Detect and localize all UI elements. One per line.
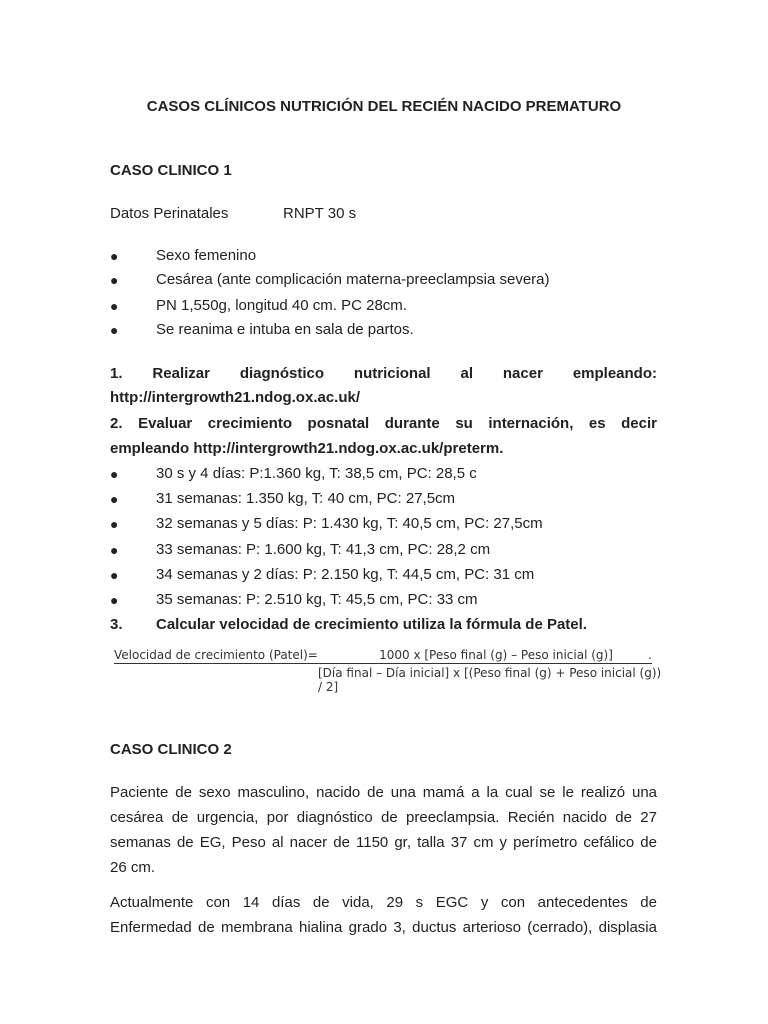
paragraph-line: Paciente de sexo masculino, nacido de una mamá a la cual se le realizó una (110, 784, 657, 801)
item1-number: 1. (110, 365, 123, 382)
bullet-icon: ● (110, 322, 119, 338)
datos-perinatales-value: RNPT 30 s (283, 205, 357, 222)
list-item-text: Cesárea (ante complicación materna-preeclampsia severa) (156, 271, 550, 288)
caso1-heading: CASO CLINICO 1 (110, 162, 232, 179)
item3-number: 3. (110, 616, 123, 633)
list-item-text: 35 semanas: P: 2.510 kg, T: 45,5 cm, PC: 33 cm (156, 591, 478, 608)
intergrowth-link[interactable]: http://intergrowth21.ndog.ox.ac.uk/ (110, 389, 361, 406)
item2-line1 (110, 415, 657, 432)
bullet-icon: ● (110, 592, 119, 608)
item2-line2: empleando http://intergrowth21.ndog.ox.ac.uk/preterm. (110, 440, 504, 457)
formula-numerator: 1000 x [Peso final (g) – Peso inicial (g)] (379, 648, 613, 662)
list-item-text: 34 semanas y 2 días: P: 2.150 kg, T: 44,5 cm, PC: 31 cm (156, 566, 535, 583)
item1-line1 (110, 365, 657, 382)
bullet-icon: ● (110, 248, 119, 264)
bullet-icon: ● (110, 272, 119, 288)
bullet-icon: ● (110, 298, 119, 314)
item2-text: Evaluar crecimiento posnatal durante su internación, es decir (138, 415, 657, 432)
list-item-text: 33 semanas: P: 1.600 kg, T: 41,3 cm, PC: 28,2 cm (156, 541, 491, 558)
paragraph-line: 26 cm. (110, 859, 156, 876)
bullet-icon: ● (110, 491, 119, 507)
item1-text: Realizar diagnóstico nutricional al nacer empleando: (152, 365, 657, 382)
formula-fraction-bar (310, 663, 652, 664)
datos-perinatales-label: Datos Perinatales (110, 205, 229, 222)
paragraph-line: Enfermedad de membrana hialina grado 3, ductus arterioso (cerrado), displasia (110, 919, 657, 936)
paragraph-line: semanas de EG, Peso al nacer de 1150 gr, talla 37 cm y perímetro cefálico de (110, 834, 657, 851)
bullet-icon: ● (110, 542, 119, 558)
paragraph-line: Actualmente con 14 días de vida, 29 s EGC y con antecedentes de (110, 894, 657, 911)
formula-dot: . (648, 648, 652, 662)
list-item-text: 30 s y 4 días: P:1.360 kg, T: 38,5 cm, PC: 28,5 c (156, 465, 477, 482)
bullet-icon: ● (110, 516, 119, 532)
item2-number: 2. (110, 415, 123, 432)
list-item-text: Se reanima e intuba en sala de partos. (156, 321, 414, 338)
formula-denominator: [Día final – Día inicial] x [(Peso final (g) + Peso inicial (g)) / 2] (318, 666, 662, 694)
paragraph-line: cesárea de urgencia, por diagnóstico de preeclampsia. Recién nacido de 27 (110, 809, 657, 826)
list-item-text: 31 semanas: 1.350 kg, T: 40 cm, PC: 27,5cm (156, 490, 456, 507)
list-item-text: PN 1,550g, longitud 40 cm. PC 28cm. (156, 297, 407, 314)
bullet-icon: ● (110, 466, 119, 482)
document-title: CASOS CLÍNICOS NUTRICIÓN DEL RECIÉN NACIDO PREMATURO (146, 98, 622, 115)
item3-text: Calcular velocidad de crecimiento utiliza la fórmula de Patel. (156, 616, 587, 633)
bullet-icon: ● (110, 567, 119, 583)
formula-label-underline (114, 663, 310, 664)
list-item-text: 32 semanas y 5 días: P: 1.430 kg, T: 40,5 cm, PC: 27,5cm (156, 515, 543, 532)
patel-formula (110, 646, 662, 694)
caso2-heading: CASO CLINICO 2 (110, 741, 232, 758)
formula-label: Velocidad de crecimiento (Patel)= (114, 648, 318, 662)
list-item-text: Sexo femenino (156, 247, 257, 264)
